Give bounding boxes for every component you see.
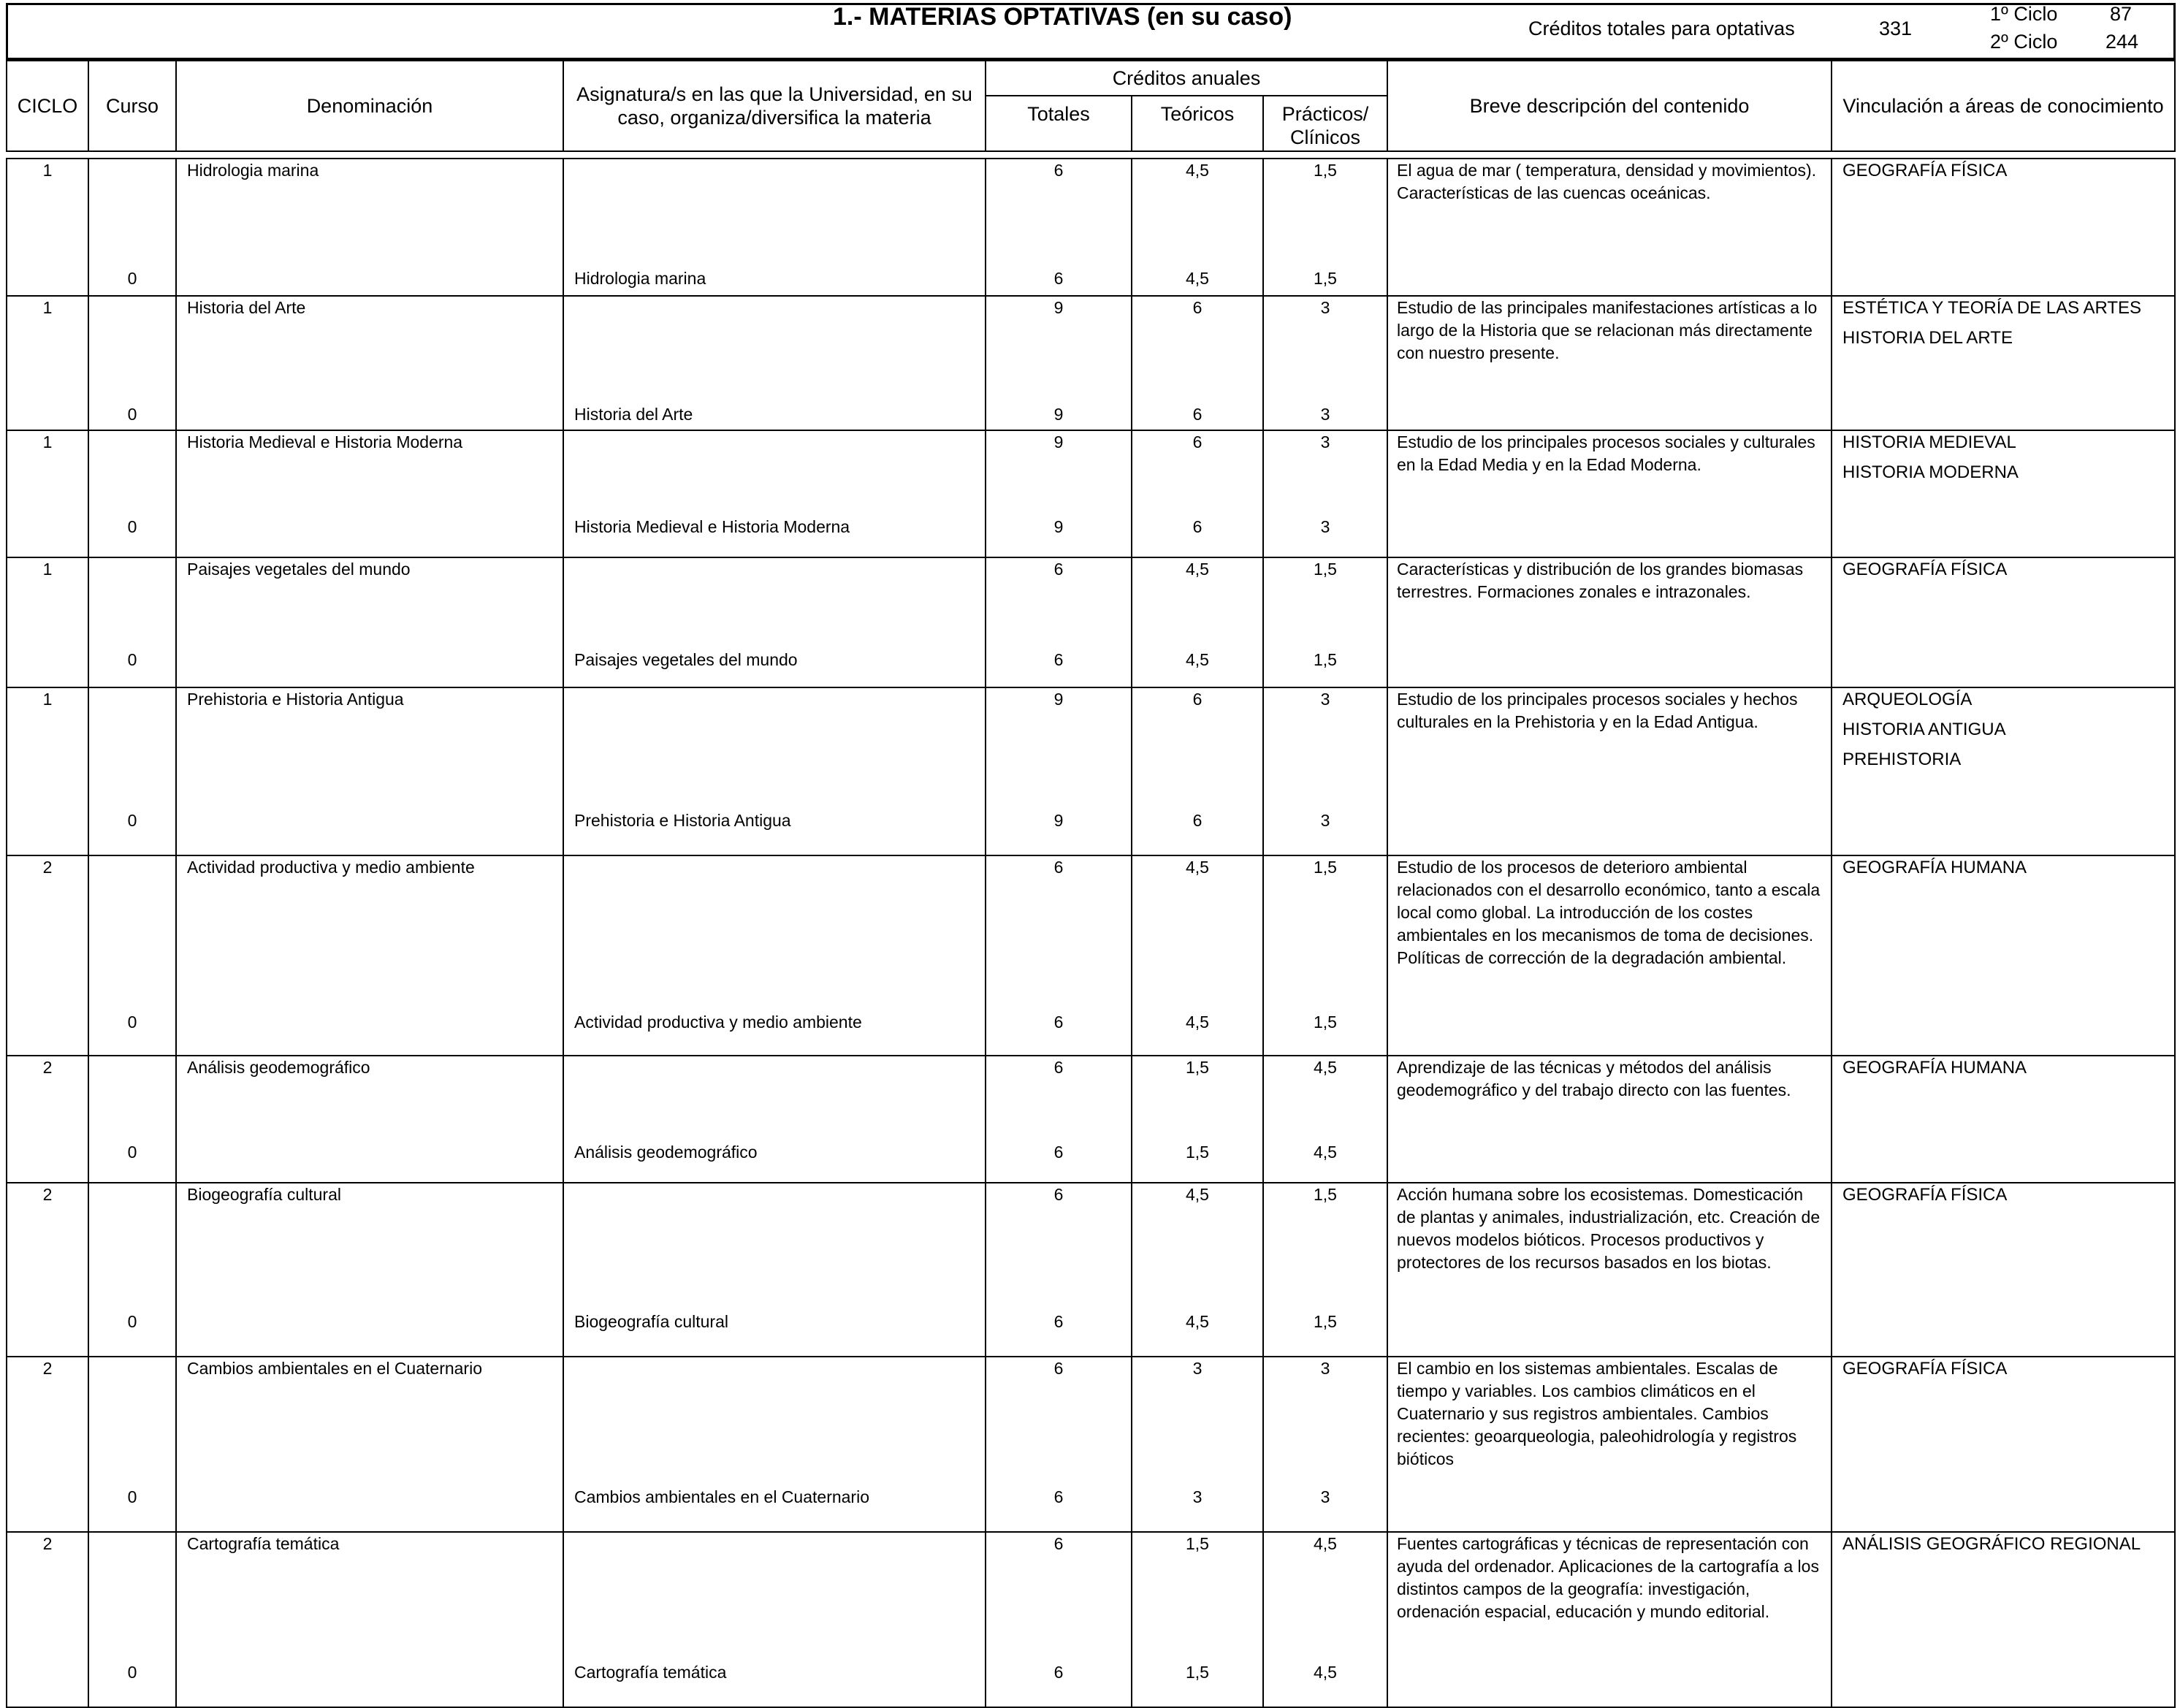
cell-ciclo — [7, 1357, 88, 1532]
denominacion-text: Paisajes vegetales del mundo — [187, 560, 411, 579]
curso-value: 0 — [127, 1013, 137, 1032]
totales-value: 9 — [1053, 298, 1064, 317]
practicos-value: 1,5 — [1314, 161, 1337, 180]
cell-denominacion — [176, 430, 563, 557]
curso-value: 0 — [127, 650, 137, 669]
cell-vinculacion — [1832, 1183, 2175, 1357]
denominacion-text: Cartografía temática — [187, 1534, 340, 1553]
practicos-value: 4,5 — [1314, 1534, 1337, 1553]
ciclo-value: 2 — [42, 1359, 53, 1378]
cell-curso — [88, 1183, 176, 1357]
cell-ciclo — [7, 557, 88, 687]
cell-denominacion — [176, 557, 563, 687]
teoricos-value: 4,5 — [1186, 560, 1209, 579]
header-ciclo: CICLO — [7, 61, 88, 151]
cell-descripcion — [1387, 1532, 1832, 1707]
asignatura-text: Biogeografía cultural — [574, 1312, 728, 1331]
curso-value: 0 — [127, 405, 137, 424]
header-totales: Totales — [986, 96, 1132, 151]
descripcion-text: Características y distribución de los grandes biomasas terrestres. Formaciones zonales e intrazonales. — [1397, 560, 1804, 601]
cell-descripcion — [1387, 1357, 1832, 1532]
cell-practicos — [1263, 159, 1387, 296]
ciclo-value: 1 — [42, 298, 53, 317]
cell-vinculacion — [1832, 687, 2175, 855]
cell-asignatura — [563, 687, 986, 855]
asignatura-text: Historia Medieval e Historia Moderna — [574, 517, 850, 536]
cell-teoricos — [1132, 1183, 1263, 1357]
cell-practicos — [1263, 687, 1387, 855]
total-credits-value: 331 — [1879, 18, 1913, 39]
table-row — [7, 1056, 2175, 1183]
curso-value: 0 — [127, 1312, 137, 1331]
denominacion-text: Actividad productiva y medio ambiente — [187, 858, 475, 877]
descripcion-text: Aprendizaje de las técnicas y métodos del análisis geodemográfico y del trabajo directo con las fuentes. — [1397, 1058, 1791, 1099]
asignatura-text: Paisajes vegetales del mundo — [574, 650, 798, 669]
teoricos-value: 4,5 — [1186, 858, 1209, 877]
cell-denominacion — [176, 687, 563, 855]
cell-vinculacion — [1832, 1056, 2175, 1183]
asignatura-totales-value: 6 — [1053, 1312, 1064, 1331]
table-row — [7, 1357, 2175, 1532]
ciclo-value: 1 — [42, 432, 53, 451]
cell-vinculacion — [1832, 557, 2175, 687]
cell-curso — [88, 296, 176, 430]
cell-descripcion — [1387, 1056, 1832, 1183]
asignatura-teoricos-value: 6 — [1192, 405, 1203, 424]
cell-totales — [986, 1532, 1132, 1707]
cell-teoricos — [1132, 1532, 1263, 1707]
cell-curso — [88, 1357, 176, 1532]
page-title: 1.- MATERIAS OPTATIVAS (en su caso) — [833, 3, 1292, 31]
cell-denominacion — [176, 1532, 563, 1707]
table-row — [7, 687, 2175, 855]
header-asignatura: Asignatura/s en las que la Universidad, en su caso, organiza/diversifica la materia — [563, 61, 986, 151]
cell-totales — [986, 159, 1132, 296]
asignatura-totales-value: 6 — [1053, 1663, 1064, 1682]
area-item: GEOGRAFÍA FÍSICA — [1842, 161, 2008, 180]
asignatura-text: Cartografía temática — [574, 1663, 727, 1682]
totales-value: 6 — [1053, 1185, 1064, 1204]
cell-asignatura — [563, 1056, 986, 1183]
column-header-table — [6, 60, 2176, 152]
header-practicos: Prácticos/ Clínicos — [1263, 96, 1387, 151]
curso-value: 0 — [127, 1487, 137, 1506]
cell-practicos — [1263, 1357, 1387, 1532]
practicos-value: 3 — [1320, 1359, 1330, 1378]
area-item: PREHISTORIA — [1842, 750, 1962, 769]
cell-ciclo — [7, 159, 88, 296]
total-credits-label: Créditos totales para optativas — [1528, 18, 1795, 39]
totales-value: 6 — [1053, 1058, 1064, 1077]
denominacion-text: Análisis geodemográfico — [187, 1058, 370, 1077]
ciclo-value: 1 — [42, 560, 53, 579]
cell-ciclo — [7, 1183, 88, 1357]
denominacion-text: Biogeografía cultural — [187, 1185, 341, 1204]
asignatura-practicos-value: 4,5 — [1314, 1143, 1337, 1162]
asignatura-teoricos-value: 1,5 — [1186, 1663, 1209, 1682]
ciclo-value: 2 — [42, 1058, 53, 1077]
asignatura-teoricos-value: 3 — [1192, 1487, 1203, 1506]
cell-practicos — [1263, 557, 1387, 687]
area-item: GEOGRAFÍA FÍSICA — [1842, 1359, 2008, 1379]
area-item: GEOGRAFÍA HUMANA — [1842, 858, 2027, 877]
ciclo-value: 1 — [42, 690, 53, 709]
cell-denominacion — [176, 159, 563, 296]
descripcion-text: Estudio de los procesos de deterioro ambiental relacionados con el desarrollo económico, tanto a escala local como global. La introducción de los costes ambientales en los mecanismos de toma de decisiones. Políticas de corrección de la degradación ambiental. — [1397, 858, 1821, 967]
asignatura-practicos-value: 3 — [1320, 517, 1330, 536]
cell-totales — [986, 557, 1132, 687]
cell-practicos — [1263, 296, 1387, 430]
cell-curso — [88, 430, 176, 557]
asignatura-teoricos-value: 4,5 — [1186, 1013, 1209, 1032]
cell-practicos — [1263, 1532, 1387, 1707]
table-row — [7, 1532, 2175, 1707]
denominacion-text: Hidrologia marina — [187, 161, 319, 180]
asignatura-text: Prehistoria e Historia Antigua — [574, 811, 791, 830]
cell-teoricos — [1132, 687, 1263, 855]
cell-denominacion — [176, 296, 563, 430]
cell-denominacion — [176, 1357, 563, 1532]
totales-value: 6 — [1053, 1359, 1064, 1378]
asignatura-totales-value: 9 — [1053, 517, 1064, 536]
cell-vinculacion — [1832, 1357, 2175, 1532]
table-row — [7, 296, 2175, 430]
asignatura-totales-value: 9 — [1053, 405, 1064, 424]
cell-totales — [986, 855, 1132, 1056]
totales-value: 6 — [1053, 560, 1064, 579]
descripcion-text: El agua de mar ( temperatura, densidad y movimientos). Características de las cuencas oceánicas. — [1397, 161, 1816, 202]
header-descripcion: Breve descripción del contenido — [1387, 61, 1832, 151]
asignatura-totales-value: 6 — [1053, 1487, 1064, 1506]
area-item: GEOGRAFÍA FÍSICA — [1842, 560, 2008, 579]
descripcion-text: Fuentes cartográficas y técnicas de representación con ayuda del ordenador. Aplicaciones de la cartografía a los distintos campos de la geografía: investigación, ordenación espacial, educación y mundo editorial. — [1397, 1534, 1819, 1621]
asignatura-practicos-value: 3 — [1320, 811, 1330, 830]
asignatura-practicos-value: 1,5 — [1314, 650, 1337, 669]
ciclo-value: 2 — [42, 1185, 53, 1204]
cell-ciclo — [7, 430, 88, 557]
table-row — [7, 430, 2175, 557]
cell-asignatura — [563, 296, 986, 430]
cell-practicos — [1263, 1056, 1387, 1183]
cell-asignatura — [563, 855, 986, 1056]
practicos-value: 3 — [1320, 690, 1330, 709]
area-item: ANÁLISIS GEOGRÁFICO REGIONAL — [1842, 1534, 2141, 1554]
area-item: HISTORIA MODERNA — [1842, 462, 2019, 482]
teoricos-value: 3 — [1192, 1359, 1203, 1378]
practicos-value: 1,5 — [1314, 858, 1337, 877]
asignatura-text: Hidrologia marina — [574, 269, 706, 288]
asignatura-text: Historia del Arte — [574, 405, 693, 424]
area-item: HISTORIA ANTIGUA — [1842, 720, 2006, 739]
cell-totales — [986, 296, 1132, 430]
cell-vinculacion — [1832, 430, 2175, 557]
cell-totales — [986, 687, 1132, 855]
header-vinculacion: Vinculación a áreas de conocimiento — [1832, 61, 2175, 151]
asignatura-text: Actividad productiva y medio ambiente — [574, 1013, 862, 1032]
cell-teoricos — [1132, 296, 1263, 430]
cell-denominacion — [176, 855, 563, 1056]
teoricos-value: 6 — [1192, 298, 1203, 317]
curso-value: 0 — [127, 811, 137, 830]
cell-ciclo — [7, 687, 88, 855]
area-item: GEOGRAFÍA FÍSICA — [1842, 1185, 2008, 1205]
cell-teoricos — [1132, 1056, 1263, 1183]
practicos-value: 3 — [1320, 298, 1330, 317]
cell-asignatura — [563, 159, 986, 296]
asignatura-text: Cambios ambientales en el Cuaternario — [574, 1487, 869, 1506]
practicos-value: 1,5 — [1314, 1185, 1337, 1204]
asignatura-practicos-value: 1,5 — [1314, 269, 1337, 288]
cell-asignatura — [563, 557, 986, 687]
header-creditos-anuales: Créditos anuales — [986, 61, 1387, 96]
descripcion-text: Estudio de las principales manifestaciones artísticas a lo largo de la Historia que se relacionan más directamente con nuestro presente. — [1397, 298, 1818, 362]
cell-curso — [88, 1056, 176, 1183]
cell-practicos — [1263, 1183, 1387, 1357]
teoricos-value: 4,5 — [1186, 1185, 1209, 1204]
cell-vinculacion — [1832, 1532, 2175, 1707]
area-item: HISTORIA MEDIEVAL — [1842, 432, 2016, 452]
ciclo1-value: 87 — [2110, 3, 2133, 25]
cell-totales — [986, 1183, 1132, 1357]
cell-vinculacion — [1832, 855, 2175, 1056]
header-denominacion: Denominación — [176, 61, 563, 151]
cell-descripcion — [1387, 159, 1832, 296]
teoricos-value: 1,5 — [1186, 1534, 1209, 1553]
cell-ciclo — [7, 1532, 88, 1707]
descripcion-text: El cambio en los sistemas ambientales. Escalas de tiempo y variables. Los cambios climáticos en el Cuaternario y sus registros ambientales. Cambios recientes: geoarqueologia, paleohidrología y registros bióticos — [1397, 1359, 1797, 1468]
asignatura-teoricos-value: 1,5 — [1186, 1143, 1209, 1162]
asignatura-practicos-value: 1,5 — [1314, 1013, 1337, 1032]
ciclo2-value: 244 — [2105, 31, 2139, 53]
cell-asignatura — [563, 1357, 986, 1532]
asignatura-practicos-value: 3 — [1320, 1487, 1330, 1506]
asignatura-text: Análisis geodemográfico — [574, 1143, 758, 1162]
practicos-value: 1,5 — [1314, 560, 1337, 579]
ciclo-value: 2 — [42, 858, 53, 877]
table-row — [7, 159, 2175, 296]
cell-denominacion — [176, 1056, 563, 1183]
area-item: HISTORIA DEL ARTE — [1842, 328, 2013, 348]
asignatura-totales-value: 6 — [1053, 269, 1064, 288]
practicos-value: 4,5 — [1314, 1058, 1337, 1077]
practicos-value: 3 — [1320, 432, 1330, 451]
cell-descripcion — [1387, 430, 1832, 557]
cell-asignatura — [563, 1183, 986, 1357]
denominacion-text: Historia Medieval e Historia Moderna — [187, 432, 463, 451]
cell-teoricos — [1132, 855, 1263, 1056]
curso-value: 0 — [127, 1663, 137, 1682]
teoricos-value: 6 — [1192, 690, 1203, 709]
asignatura-teoricos-value: 6 — [1192, 517, 1203, 536]
ciclo2-label: 2º Ciclo — [1990, 31, 2058, 53]
subjects-table — [6, 158, 2176, 1708]
totales-value: 6 — [1053, 161, 1064, 180]
cell-curso — [88, 1532, 176, 1707]
descripcion-text: Estudio de los principales procesos sociales y culturales en la Edad Media y en la Edad Moderna. — [1397, 432, 1815, 474]
asignatura-totales-value: 9 — [1053, 811, 1064, 830]
header-teoricos: Teóricos — [1132, 96, 1263, 151]
cell-ciclo — [7, 1056, 88, 1183]
totales-value: 9 — [1053, 690, 1064, 709]
cell-curso — [88, 687, 176, 855]
cell-curso — [88, 855, 176, 1056]
teoricos-value: 1,5 — [1186, 1058, 1209, 1077]
cell-denominacion — [176, 1183, 563, 1357]
cell-vinculacion — [1832, 296, 2175, 430]
cell-descripcion — [1387, 1183, 1832, 1357]
header-curso: Curso — [88, 61, 176, 151]
asignatura-teoricos-value: 4,5 — [1186, 1312, 1209, 1331]
asignatura-teoricos-value: 4,5 — [1186, 269, 1209, 288]
asignatura-practicos-value: 1,5 — [1314, 1312, 1337, 1331]
cell-descripcion — [1387, 557, 1832, 687]
descripcion-text: Estudio de los principales procesos sociales y hechos culturales en la Prehistoria y en la Edad Antigua. — [1397, 690, 1798, 731]
denominacion-text: Prehistoria e Historia Antigua — [187, 690, 404, 709]
cell-ciclo — [7, 855, 88, 1056]
cell-ciclo — [7, 296, 88, 430]
cell-descripcion — [1387, 855, 1832, 1056]
ciclo-value: 2 — [42, 1534, 53, 1553]
area-item: ARQUEOLOGÍA — [1842, 690, 1973, 709]
table-row — [7, 557, 2175, 687]
curso-value: 0 — [127, 1143, 137, 1162]
cell-curso — [88, 159, 176, 296]
asignatura-teoricos-value: 4,5 — [1186, 650, 1209, 669]
asignatura-totales-value: 6 — [1053, 1013, 1064, 1032]
curso-value: 0 — [127, 269, 137, 288]
cell-curso — [88, 557, 176, 687]
curso-value: 0 — [127, 517, 137, 536]
cell-teoricos — [1132, 557, 1263, 687]
cell-totales — [986, 1357, 1132, 1532]
totales-value: 6 — [1053, 858, 1064, 877]
denominacion-text: Historia del Arte — [187, 298, 306, 317]
totales-value: 9 — [1053, 432, 1064, 451]
cell-asignatura — [563, 430, 986, 557]
denominacion-text: Cambios ambientales en el Cuaternario — [187, 1359, 482, 1378]
cell-totales — [986, 1056, 1132, 1183]
asignatura-totales-value: 6 — [1053, 1143, 1064, 1162]
totales-value: 6 — [1053, 1534, 1064, 1553]
ciclo1-label: 1º Ciclo — [1990, 3, 2058, 25]
cell-totales — [986, 430, 1132, 557]
cell-teoricos — [1132, 1357, 1263, 1532]
asignatura-practicos-value: 3 — [1320, 405, 1330, 424]
area-item: ESTÉTICA Y TEORÍA DE LAS ARTES — [1842, 298, 2142, 318]
descripcion-text: Acción humana sobre los ecosistemas. Domesticación de plantas y animales, industrialización, etc. Creación de nuevos modelos bióticos. Procesos productivos y protectores de los recursos basados en los biotas. — [1397, 1185, 1821, 1272]
cell-practicos — [1263, 855, 1387, 1056]
cell-vinculacion — [1832, 159, 2175, 296]
teoricos-value: 6 — [1192, 432, 1203, 451]
teoricos-value: 4,5 — [1186, 161, 1209, 180]
cell-practicos — [1263, 430, 1387, 557]
cell-descripcion — [1387, 687, 1832, 855]
cell-asignatura — [563, 1532, 986, 1707]
area-item: GEOGRAFÍA HUMANA — [1842, 1058, 2027, 1078]
cell-teoricos — [1132, 430, 1263, 557]
cell-teoricos — [1132, 159, 1263, 296]
ciclo-value: 1 — [42, 161, 53, 180]
asignatura-totales-value: 6 — [1053, 650, 1064, 669]
table-row — [7, 1183, 2175, 1357]
table-row — [7, 855, 2175, 1056]
asignatura-practicos-value: 4,5 — [1314, 1663, 1337, 1682]
asignatura-teoricos-value: 6 — [1192, 811, 1203, 830]
cell-descripcion — [1387, 296, 1832, 430]
